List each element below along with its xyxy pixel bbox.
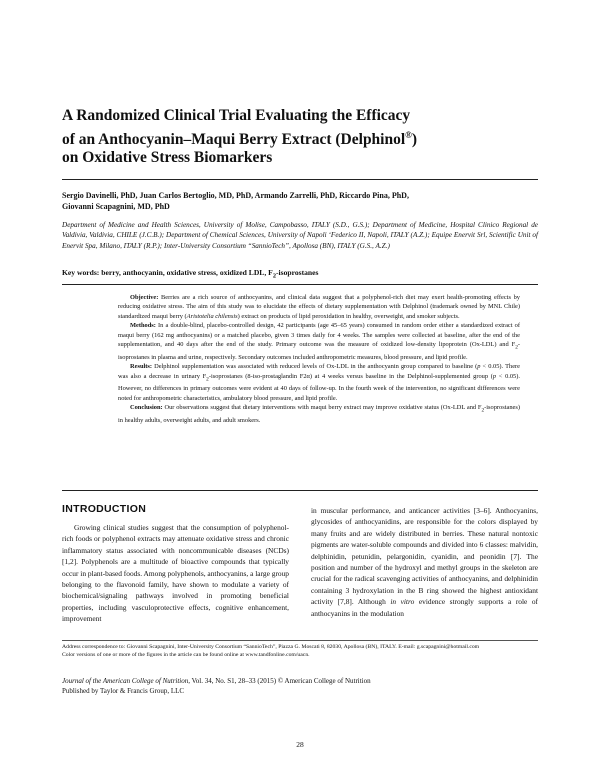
methods-text: In a double-blind, placebo-controlled design, 42 participants (age 45–65 years) consumed in random order either a standardized extract of maqui berry (162 mg anthocyanins) or a matched placebo, given 3 times daily for 4 weeks. The samples were collected at baseline, after the end of the supplementation, and 40 days after the end of the study. Primary outcome was the measure of oxidized low-density lipoprotein (Ox-LDL) and F	[118, 322, 520, 349]
authors-line-2: Giovanni Scapagnini, MD, PhD	[62, 202, 170, 211]
results-label: Results:	[130, 363, 153, 371]
methods-label: Methods:	[130, 322, 156, 330]
intro-paragraph-continued: in muscular performance, and anticancer activities [3–6]. Anthocyanins, glycosides of anthocyanidins, are responsible for the colors displayed by many fruits and are widely distributed in berries. These natural nontoxic pigments are water-soluble compounds and divided into 6 classes: malvidin, delphinidin, petunidin, pelargonidin, cyanidin, and peonidin [7]. The position and number of the hydroxyl and methyl groups in the skeleton are crucial for the radical scavenging activities of anthocyanins, and delphinidin containing 3 hydroxylation in the B ring showed the highest antioxidant activity [7,8]. Although	[311, 506, 538, 607]
footnotes	[62, 643, 538, 659]
intro-paragraph-1: Growing clinical studies suggest that the consumption of polyphenol-rich foods or polyphenol extracts may attenuate oxidative stress and chronic inflammatory status associated with noncommunicable diseases (NCDs) [1,2]. Polyphenols are a multitude of bioactive compounds that typically occur in plant-based foods. Among polyphenols, anthocyanins, a large group belonging to the flavonoid family, have shown to modulate a variety of biochemical/signaling pathways involved in promoting beneficial properties, including vasculoprotective effects, cognitive enhancement, improvement	[62, 523, 289, 624]
journal-details: , Vol. 34, No. S1, 28–33 (2015) © American College of Nutrition	[188, 677, 371, 685]
abstract-divider	[62, 490, 538, 491]
body-column-left	[62, 500, 289, 625]
keywords-label: Key words:	[62, 268, 102, 277]
methods-text-end: -isoprostanes in plasma and urine, respectively. Secondary outcomes included anthropometric measures, blood pressure, and lipid profile.	[118, 341, 520, 361]
title-line-1: A Randomized Clinical Trial Evaluating the Efficacy	[62, 107, 411, 124]
keywords-text: berry, anthocyanin, oxidative stress, oxidized LDL, F	[101, 268, 273, 277]
abstract-results	[118, 362, 520, 403]
objective-text-end: ) extract on products of lipid peroxidation in healthy, overweight, and smoker subjects.	[237, 312, 460, 320]
keywords	[62, 268, 538, 282]
p-value-symbol: p	[477, 363, 481, 371]
color-versions-note: Color versions of one or more of the figures in the article can be found online at www.tandfonline.com/uacn.	[62, 652, 310, 659]
abstract-objective	[118, 293, 520, 321]
keywords-divider	[62, 284, 538, 285]
affiliations: Department of Medicine and Health Sciences, University of Molise, Campobasso, ITALY (S.D., G.S.); Department of Medicine, Hospital Clinico Regional de Valdivia, Valdivia, CHILE (J.C.B.); Department of Chemical Sciences, University of Napoli ‘Federico II, Napoli, ITALY (A.Z.); Equipe Enervit Srl, Scientific Unit of Enervit Spa, Milano, ITALY (R.P.); Inter-University Consortium “SannioTech”, Apollosa (BN), ITALY (G.S., A.Z.)	[62, 221, 538, 250]
journal-citation	[62, 676, 538, 696]
footnote-divider	[62, 640, 538, 641]
title-divider	[62, 179, 538, 180]
article-title	[62, 107, 532, 168]
in-vitro-term: in vitro	[390, 597, 415, 607]
abstract-methods	[118, 321, 520, 362]
conclusion-text: Our observations suggest that dietary interventions with maqui berry extract may improve oxidative status (Ox-LDL and F	[162, 404, 482, 412]
publisher-line: Published by Taylor & Francis Group, LLC	[62, 687, 185, 696]
results-text-2: < 0.05). There was also a decrease in urinary F	[118, 363, 520, 380]
abstract-conclusion	[118, 403, 520, 425]
conclusion-sub: 2	[481, 407, 485, 414]
section-heading-introduction: INTRODUCTION	[62, 503, 147, 515]
registered-mark: ®	[405, 129, 412, 140]
conclusion-text-end: -isoprostanes) in healthy adults, overweight adults, and adult smokers.	[118, 404, 520, 424]
objective-label: Objective:	[130, 294, 159, 301]
keywords-tail: -isoprostanes	[275, 268, 319, 277]
results-sub: 2	[206, 375, 209, 382]
page-number: 28	[296, 740, 304, 749]
title-line-2: of an Anthocyanin–Maqui Berry Extract (Delphinol	[62, 130, 406, 148]
title-line-2-end: )	[411, 130, 418, 148]
objective-text: Berries are a rich source of anthocyanins, and clinical data suggest that a polyphenol-rich diet may exert health-promoting effects by reducing oxidative stress. The aim of this study was to elucidate the effects of dietary supplementation with Delphinol (trademark owned by MNL Chile) standardized maqui berry (	[118, 294, 520, 320]
keywords-sub: 2	[272, 272, 276, 280]
p-value-symbol: p	[492, 372, 497, 380]
correspondence-note: Address correspondence to: Giovanni Scapagnini, Inter-University Consortium “SannioTech”, Piazza G. Moscati 8, 82030, Apollosa (BN), ITALY. E-mail: g.scapagnini@hotmail.com	[62, 644, 480, 650]
journal-name: Journal of the American College of Nutrition	[62, 677, 189, 685]
results-text-4: < 0.05). However, no differences in primary outcomes were evident at 40 days of follow-up. In the fourth week of the intervention, no significant differences were noted for anthropometric characteristics, ambulatory blood pressure, and lipid profile.	[118, 372, 520, 402]
body-column-right	[311, 505, 538, 619]
abstract	[118, 293, 520, 425]
intro-paragraph-continued-end: evidence strongly supports a role of anthocyanins in the modulation	[311, 597, 539, 618]
conclusion-label: Conclusion:	[130, 404, 163, 412]
title-line-3: on Oxidative Stress Biomarkers	[62, 149, 273, 167]
results-text: Delphinol supplementation was associated with reduced levels of Ox-LDL in the anthocyanin group compared to baseline (	[152, 363, 478, 371]
author-list	[62, 190, 538, 212]
methods-sub: 2	[515, 344, 518, 351]
species-name: Aristotelia chilensis	[186, 312, 238, 320]
results-text-3: -isoprostanes (8-iso-prostaglandin F2α) at 4 weeks versus baseline in the Delphinol-supplemented group (	[208, 372, 493, 380]
authors-line-1: Sergio Davinelli, PhD, Juan Carlos Bertoglio, MD, PhD, Armando Zarrelli, PhD, Riccardo Pina, PhD,	[62, 191, 409, 200]
